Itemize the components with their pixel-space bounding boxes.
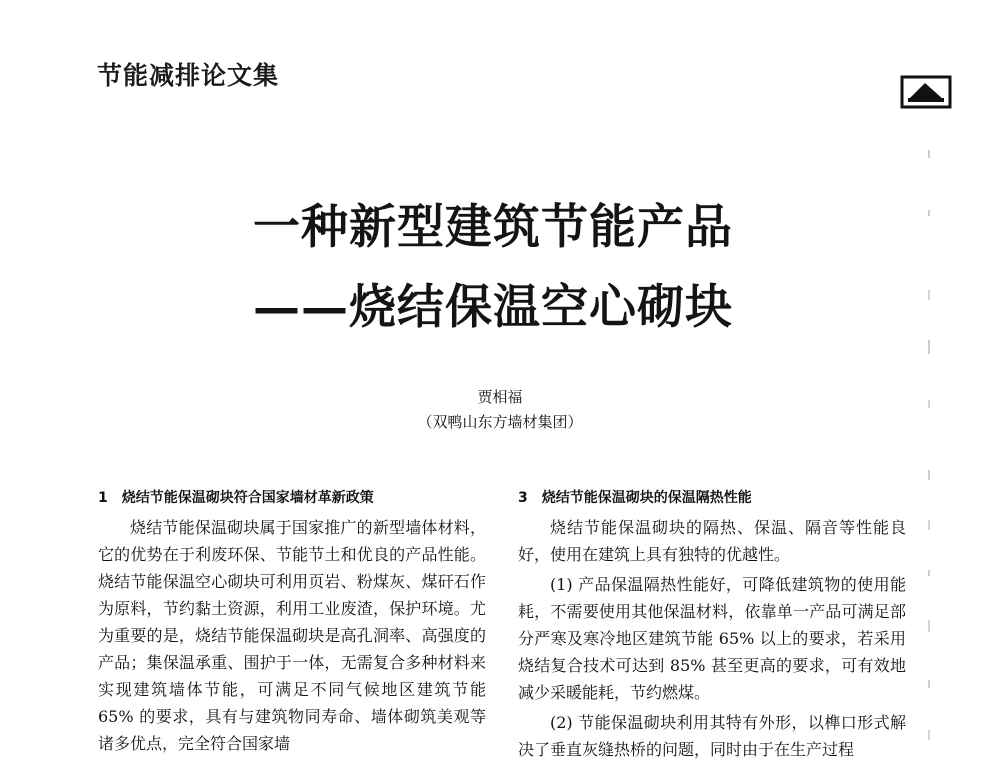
section-3-paragraph-intro: 烧结节能保温砌块的隔热、保温、隔音等性能良好，使用在建筑上具有独特的优越性。 xyxy=(518,518,906,564)
page-edge-marks xyxy=(926,140,932,760)
section-3-paragraph-point-2: (2) 节能保温砌块利用其特有外形，以榫口形式解决了垂直灰缝热桥的问题，同时由于在生产过程 xyxy=(518,713,906,759)
right-column xyxy=(518,488,906,763)
article-title-line-2: ——烧结保温空心砌块 xyxy=(253,280,733,335)
author-name: 贾相福 xyxy=(477,388,523,406)
article-title-line-1: 一种新型建筑节能产品 xyxy=(253,200,733,255)
section-1-paragraph: 烧结节能保温砌块属于国家推广的新型墙体材料，它的优势在于利废环保、节能节土和优良的产品性能。烧结节能保温空心砌块可利用页岩、粉煤灰、煤矸石作为原料，节约黏土资源，利用工业废渣，保护环境。尤为重要的是，烧结节能保温砌块是高孔洞率、高强度的产品；集保温承重、围护于一体，无需复合多种材料来实现建筑墙体节能，可满足不同气候地区建筑节能 65% 的要求，具有与建筑物同寿命、墙体砌筑美观等诸多优点，完全符合国家墙 xyxy=(98,518,486,753)
book-title: 节能减排论文集 xyxy=(97,61,280,90)
left-column xyxy=(98,488,486,757)
section-3-paragraph-point-1: (1) 产品保温隔热性能好，可降低建筑物的使用能耗，不需要使用其他保温材料，依靠单一产品可满足部分严寒及寒冷地区建筑节能 65% 以上的要求，若采用烧结复合技术可达到 85% 甚至更高的要求，可有效地减少采暖能耗，节约燃煤。 xyxy=(518,575,906,702)
section-3-heading: 3 烧结节能保温砌块的保温隔热性能 xyxy=(518,490,752,506)
publisher-logo-icon xyxy=(899,74,953,110)
section-1-heading: 1 烧结节能保温砌块符合国家墙材革新政策 xyxy=(98,490,374,506)
author-affiliation: （双鸭山东方墙材集团） xyxy=(417,413,583,431)
